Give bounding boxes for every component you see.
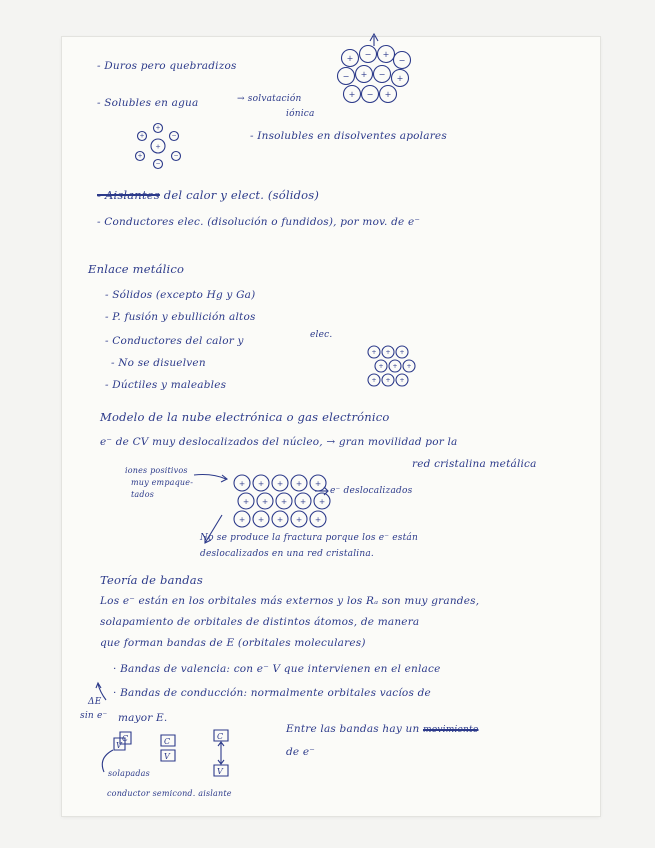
lattice-ion-6-sign: − — [378, 69, 386, 79]
insulator-v-label: V — [217, 767, 223, 776]
metallic-prop-solids: - Sólidos (excepto Hg y Ga) — [105, 289, 256, 301]
water-dipole-5-sign: − — [155, 160, 161, 168]
lattice-ion-0-sign: + — [346, 53, 354, 63]
lattice-ion-5-sign: + — [360, 69, 368, 79]
lattice-ion-1-sign: − — [364, 49, 372, 59]
metal-ion-0-4-sign: + — [314, 478, 322, 488]
metal-ion-small-5-sign: + — [406, 363, 412, 371]
model-line-2: red cristalina metálica — [412, 458, 537, 470]
water-dipole-2-sign: + — [137, 152, 143, 160]
bands-line-3: que forman bandas de E (orbitales moleculares) — [100, 637, 366, 649]
metal-ion-2-3-sign: + — [295, 514, 303, 524]
lattice-ion-7-sign: + — [396, 73, 404, 83]
metal-ion-1-3-sign: + — [299, 496, 307, 506]
fracture-line-2: deslocalizados en una red cristalina. — [200, 549, 374, 559]
metal-ion-small-8-sign: + — [399, 377, 405, 385]
metal-ion-0-2-sign: + — [276, 478, 284, 488]
solvated-center-ion-sign: + — [155, 142, 161, 151]
bands-valence: · Bandas de valencia: con e⁻ V que intervienen en el enlace — [113, 663, 441, 675]
metal-ion-0-0-sign: + — [238, 478, 246, 488]
ionic-lattice-sketch — [330, 30, 420, 115]
ionic-solvation-label-2: iónica — [286, 109, 315, 119]
metal-lattice-small — [366, 344, 422, 388]
insulator-c-label: C — [217, 732, 224, 741]
metallic-prop-melting: - P. fusión y ebullición altos — [105, 311, 256, 323]
bands-line-2: solapamiento de orbitales de distintos átomos, de manera — [100, 616, 420, 628]
metal-ion-2-2-sign: + — [276, 514, 284, 524]
water-dipole-3-sign: − — [173, 152, 179, 160]
semiconductor-v-label: V — [164, 752, 170, 761]
no-electrons-label: sin e⁻ — [80, 711, 108, 721]
lattice-ion-8-sign: + — [348, 89, 356, 99]
electrons-label: e⁻ deslocalizados — [330, 486, 413, 496]
ions-label-1: iones positivos — [125, 466, 188, 475]
metal-ion-small-4-sign: + — [392, 363, 398, 371]
ionic-line-conductors: - Conductores elec. (disolución o fundidos), por mov. de e⁻ — [97, 216, 421, 228]
insulators-rest: del calor y elect. (sólidos) — [163, 188, 320, 202]
lattice-ion-3-sign: − — [398, 55, 406, 65]
band-type-labels: conductor semicond. aislante — [107, 789, 232, 798]
water-dipole-4-sign: + — [155, 124, 161, 132]
metal-ion-2-1-sign: + — [257, 514, 265, 524]
lattice-ion-10-sign: + — [384, 89, 392, 99]
ionic-line-insoluble-apolar: - Insolubles en disolventes apolares — [250, 130, 447, 142]
metal-ion-small-1-sign: + — [385, 349, 391, 357]
conductor-c-label: C — [122, 734, 129, 743]
model-line-1: e⁻ de CV muy deslocalizados del núcleo, → gran movilidad por la — [100, 436, 458, 448]
model-title: Modelo de la nube electrónica o gas electrónico — [100, 410, 390, 424]
metal-ion-small-0-sign: + — [371, 349, 377, 357]
metal-ion-0-1-sign: + — [257, 478, 265, 488]
lattice-ion-9-sign: − — [366, 89, 374, 99]
bands-conduction-2: mayor E. — [118, 712, 168, 724]
ionic-line-hard-brittle: - Duros pero quebradizos — [97, 60, 237, 72]
metal-ion-2-0-sign: + — [238, 514, 246, 524]
metallic-title: Enlace metálico — [88, 262, 185, 276]
conductor-v-label: V — [116, 741, 122, 750]
between-bands-line-2: de e⁻ — [286, 746, 316, 758]
metallic-prop-ductile: - Dúctiles y maleables — [105, 379, 227, 391]
metal-ion-small-3-sign: + — [378, 363, 384, 371]
ions-label-2: muy empaque- — [131, 478, 194, 487]
metallic-prop-conductors: - Conductores del calor y — [105, 335, 244, 347]
metal-ion-small-2-sign: + — [399, 349, 405, 357]
metallic-prop-insoluble: - No se disuelven — [111, 357, 206, 369]
solapadas-label: solapadas — [108, 769, 150, 778]
ionic-solvation-label: → solvatación — [237, 94, 302, 104]
metal-ion-1-0-sign: + — [242, 496, 250, 506]
bands-title: Teoría de bandas — [100, 573, 203, 587]
metal-ion-small-7-sign: + — [385, 377, 391, 385]
bands-conduction: · Bandas de conducción: normalmente orbitales vacíos de — [113, 687, 431, 699]
fracture-line-1: No se produce la fractura porque los e⁻ están — [200, 533, 418, 543]
between-bands-line-1 — [286, 724, 478, 735]
solvation-sketch — [128, 122, 188, 170]
delta-e-label: ΔE — [88, 697, 102, 707]
lattice-ion-2-sign: + — [382, 49, 390, 59]
metallic-prop-conductors-elec: elec. — [310, 330, 333, 340]
water-dipole-1-sign: − — [171, 132, 177, 140]
insulators-struck-word: - Aislantes — [97, 188, 160, 202]
lattice-ion-4-sign: − — [342, 71, 350, 81]
between-bands-struck: movimiento — [422, 725, 479, 735]
semiconductor-c-label: C — [164, 737, 171, 746]
water-dipole-0-sign: + — [139, 132, 145, 140]
metal-ion-1-4-sign: + — [318, 496, 326, 506]
ionic-line-soluble-water: - Solubles en agua — [97, 97, 199, 109]
between-bands-text: Entre las bandas hay un — [286, 723, 420, 735]
metal-ion-2-4-sign: + — [314, 514, 322, 524]
metal-ion-0-3-sign: + — [295, 478, 303, 488]
ions-label-3: tados — [131, 490, 155, 499]
metal-ion-small-6-sign: + — [371, 377, 377, 385]
bands-line-1: Los e⁻ están en los orbitales más externos y los Rₐ son muy grandes, — [100, 595, 480, 607]
ionic-line-insulators — [97, 190, 319, 202]
metal-ion-1-2-sign: + — [280, 496, 288, 506]
metal-ion-1-1-sign: + — [261, 496, 269, 506]
